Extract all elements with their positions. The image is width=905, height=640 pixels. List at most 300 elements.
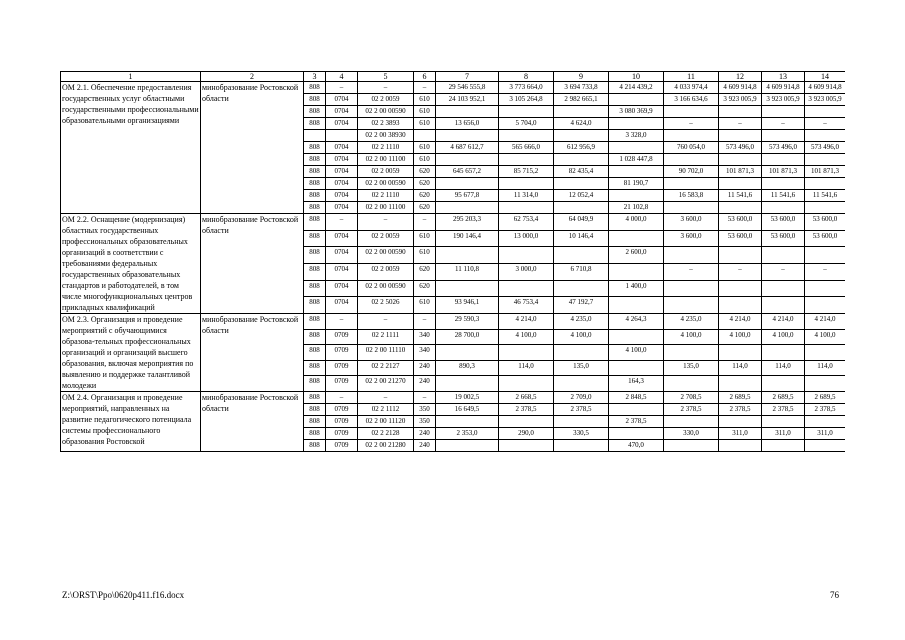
table-cell [499, 280, 554, 297]
table-cell [719, 178, 762, 190]
table-cell: 0704 [326, 247, 358, 264]
table-cell: 2 378,5 [499, 404, 554, 416]
table-cell: 2 600,0 [609, 247, 664, 264]
table-cell [805, 130, 846, 142]
table-cell: 0704 [326, 154, 358, 166]
column-number-3: 3 [304, 72, 326, 82]
table-cell: 53 600,0 [805, 214, 846, 231]
table-cell: 620 [414, 202, 436, 214]
table-cell: 64 049,9 [554, 214, 609, 231]
table-cell [554, 247, 609, 264]
executor: минобразование Ростовской области [201, 392, 304, 452]
table-cell: 4 100,0 [805, 329, 846, 345]
table-cell: 0704 [326, 263, 358, 280]
table-cell: 573 496,0 [762, 142, 805, 154]
table-cell: 16 649,5 [436, 404, 499, 416]
table-cell: 4 214,0 [499, 314, 554, 330]
table-cell: 808 [304, 392, 326, 404]
column-number-12: 12 [719, 72, 762, 82]
table-cell: 4 235,0 [554, 314, 609, 330]
table-cell [499, 416, 554, 428]
table-cell: 11 541,6 [719, 190, 762, 202]
table-cell: 2 708,5 [664, 392, 719, 404]
table-cell: 53 600,0 [762, 230, 805, 247]
table-cell: 4 609 914,8 [762, 82, 805, 94]
table-cell [664, 440, 719, 452]
table-cell: 808 [304, 404, 326, 416]
table-cell: 470,0 [609, 440, 664, 452]
table-cell: – [762, 263, 805, 280]
table-cell: 3 923 005,9 [719, 94, 762, 106]
table-cell: 02 2 00 00590 [358, 280, 414, 297]
table-cell: 164,3 [609, 376, 664, 392]
table-cell: 02 2 5026 [358, 297, 414, 314]
table-cell [664, 416, 719, 428]
table-cell [326, 130, 358, 142]
table-cell [719, 440, 762, 452]
table-cell: 53 600,0 [719, 214, 762, 231]
table-cell [805, 416, 846, 428]
table-cell [719, 202, 762, 214]
table-cell: 02 2 00 21270 [358, 376, 414, 392]
table-cell: 02 2 3893 [358, 118, 414, 130]
table-cell [805, 178, 846, 190]
table-cell [609, 230, 664, 247]
table-cell: 610 [414, 106, 436, 118]
table-cell: 573 496,0 [805, 142, 846, 154]
page-number: 76 [830, 590, 839, 600]
table-row [61, 314, 846, 330]
table-cell [436, 440, 499, 452]
table-cell: 101 871,3 [719, 166, 762, 178]
table-cell: 808 [304, 314, 326, 330]
table-cell: 02 2 00 21280 [358, 440, 414, 452]
executor: минобразование Ростовской области [201, 314, 304, 392]
table-cell: 808 [304, 376, 326, 392]
table-cell: 4 235,0 [664, 314, 719, 330]
table-cell: 19 002,5 [436, 392, 499, 404]
table-cell: 645 657,2 [436, 166, 499, 178]
table-cell: 02 2 1111 [358, 329, 414, 345]
table-cell: 808 [304, 190, 326, 202]
table-cell [414, 130, 436, 142]
table-cell: 114,0 [805, 360, 846, 376]
table-cell [554, 416, 609, 428]
table-cell [609, 190, 664, 202]
table-cell: 4 609 914,8 [719, 82, 762, 94]
table-cell: 330,0 [664, 428, 719, 440]
table-cell: 311,0 [719, 428, 762, 440]
table-cell: 3 600,0 [664, 230, 719, 247]
table-cell [664, 247, 719, 264]
table-cell: 0704 [326, 190, 358, 202]
table-cell: 16 583,8 [664, 190, 719, 202]
table-cell: 340 [414, 345, 436, 361]
table-cell: 114,0 [762, 360, 805, 376]
table-cell: – [805, 263, 846, 280]
table-cell: 02 2 00 11100 [358, 202, 414, 214]
table-cell: 2 353,0 [436, 428, 499, 440]
table-cell: 4 100,0 [499, 329, 554, 345]
table-cell: 0704 [326, 178, 358, 190]
table-cell [436, 376, 499, 392]
table-cell: 808 [304, 142, 326, 154]
table-cell: 02 2 1110 [358, 142, 414, 154]
table-cell: 808 [304, 178, 326, 190]
table-cell: 620 [414, 280, 436, 297]
table-cell: – [326, 314, 358, 330]
table-cell [609, 166, 664, 178]
table-cell: 46 753,4 [499, 297, 554, 314]
table-cell: – [719, 118, 762, 130]
table-cell [609, 360, 664, 376]
table-cell [805, 345, 846, 361]
table-cell: 02 2 1112 [358, 404, 414, 416]
file-path: Z:\ORST\Ppo\0620p411.f16.docx [62, 590, 185, 600]
table-cell: 4 100,0 [762, 329, 805, 345]
column-number-13: 13 [762, 72, 805, 82]
table-cell: 610 [414, 94, 436, 106]
table-cell: 565 666,0 [499, 142, 554, 154]
table-cell: 808 [304, 345, 326, 361]
table-cell: 311,0 [762, 428, 805, 440]
table-cell: 2 378,5 [554, 404, 609, 416]
table-cell [762, 280, 805, 297]
table-cell: 3 694 733,8 [554, 82, 609, 94]
table-cell: – [664, 263, 719, 280]
table-cell: 12 052,4 [554, 190, 609, 202]
table-row [61, 214, 846, 231]
table-cell [719, 247, 762, 264]
table-cell [719, 376, 762, 392]
table-cell: 2 668,5 [499, 392, 554, 404]
table-cell: 620 [414, 166, 436, 178]
table-cell: – [358, 214, 414, 231]
table-cell: 2 378,5 [609, 416, 664, 428]
table-cell [762, 154, 805, 166]
table-cell: 101 871,3 [762, 166, 805, 178]
table-cell: 808 [304, 230, 326, 247]
table-cell: 2 982 665,1 [554, 94, 609, 106]
table-cell [609, 404, 664, 416]
table-cell: 808 [304, 280, 326, 297]
table-cell: 0704 [326, 142, 358, 154]
table-cell: 28 700,0 [436, 329, 499, 345]
table-cell [762, 106, 805, 118]
table-cell: 0709 [326, 345, 358, 361]
table-cell: 340 [414, 329, 436, 345]
table-cell [554, 345, 609, 361]
table-cell [436, 345, 499, 361]
table-cell: 85 715,2 [499, 166, 554, 178]
table-cell [436, 280, 499, 297]
table-cell [436, 154, 499, 166]
table-cell: – [326, 82, 358, 94]
table-cell: 4 214,0 [762, 314, 805, 330]
measure-name: ОМ 2.2. Оснащение (модернизация) областных государственных профессиональных образовательных организаций в соответствии с требованиями федеральных государственных образовательных стандартов и работодателей, в том числе многофункциональных центров прикладных квалификаций [61, 214, 201, 314]
table-cell: – [719, 263, 762, 280]
table-cell [719, 297, 762, 314]
table-cell: 02 2 00 11110 [358, 345, 414, 361]
table-cell [609, 94, 664, 106]
table-cell [719, 154, 762, 166]
table-cell: 240 [414, 376, 436, 392]
table-cell: 02 2 2128 [358, 428, 414, 440]
table-cell [664, 106, 719, 118]
executor: минобразование Ростовской области [201, 82, 304, 214]
table-cell [609, 142, 664, 154]
table-row [61, 392, 846, 404]
column-number-7: 7 [436, 72, 499, 82]
table-cell [609, 118, 664, 130]
table-cell: 330,5 [554, 428, 609, 440]
column-number-6: 6 [414, 72, 436, 82]
table-cell [436, 130, 499, 142]
table-cell: 573 496,0 [719, 142, 762, 154]
table-cell [499, 202, 554, 214]
column-number-row [61, 72, 846, 82]
table-cell: 808 [304, 166, 326, 178]
table-cell: 295 203,3 [436, 214, 499, 231]
table-cell: – [414, 392, 436, 404]
table-cell: 808 [304, 154, 326, 166]
column-number-14: 14 [805, 72, 846, 82]
table-cell [554, 376, 609, 392]
table-cell: 135,0 [554, 360, 609, 376]
measure-name: ОМ 2.3. Организация и проведение мероприятий с обучающимися образова-тельных профессиональных организаций и организаций высшего образования, включая мероприятия по выявлению и поддержке талантливой молодежи [61, 314, 201, 392]
table-cell: 02 2 0059 [358, 263, 414, 280]
table-cell [499, 440, 554, 452]
table-cell: 4 687 612,7 [436, 142, 499, 154]
table-cell: 808 [304, 106, 326, 118]
table-cell: 02 2 00 11100 [358, 154, 414, 166]
table-row [61, 82, 846, 94]
column-number-8: 8 [499, 72, 554, 82]
table-cell [436, 247, 499, 264]
table-cell: 808 [304, 360, 326, 376]
table-cell [554, 202, 609, 214]
table-cell: 610 [414, 142, 436, 154]
table-cell [436, 106, 499, 118]
table-cell: 0704 [326, 280, 358, 297]
table-cell: 4 100,0 [719, 329, 762, 345]
executor: минобразование Ростовской области [201, 214, 304, 314]
table-cell: 3 105 264,8 [499, 94, 554, 106]
table-cell: 808 [304, 263, 326, 280]
table-cell [554, 106, 609, 118]
table-cell: 808 [304, 440, 326, 452]
table-cell [805, 154, 846, 166]
table-cell: 02 2 0059 [358, 166, 414, 178]
table-cell [499, 154, 554, 166]
table-cell: 2 378,5 [762, 404, 805, 416]
table-cell: 135,0 [664, 360, 719, 376]
table-cell: 90 702,0 [664, 166, 719, 178]
table-cell: 808 [304, 214, 326, 231]
table-cell: 4 214 439,2 [609, 82, 664, 94]
table-cell [554, 178, 609, 190]
table-cell [762, 202, 805, 214]
table-cell: 610 [414, 297, 436, 314]
table-cell: 24 103 952,1 [436, 94, 499, 106]
table-cell: 02 2 00 00590 [358, 178, 414, 190]
table-cell [805, 280, 846, 297]
table-cell: 4 624,0 [554, 118, 609, 130]
measure-name: ОМ 2.1. Обеспечение предоставления государственных услуг областными государственными профессиональными образовательными организациями [61, 82, 201, 214]
table-cell: 2 378,5 [805, 404, 846, 416]
table-cell: 93 946,1 [436, 297, 499, 314]
table-cell [719, 130, 762, 142]
table-cell [499, 130, 554, 142]
table-cell: 4 264,3 [609, 314, 664, 330]
table-cell: 2 848,5 [609, 392, 664, 404]
table-cell: 2 378,5 [719, 404, 762, 416]
table-cell [499, 106, 554, 118]
table-cell: 13 000,0 [499, 230, 554, 247]
table-cell [609, 263, 664, 280]
table-cell: 4 033 974,4 [664, 82, 719, 94]
table-cell: 2 689,5 [762, 392, 805, 404]
table-cell [805, 440, 846, 452]
table-cell [762, 130, 805, 142]
table-cell [436, 202, 499, 214]
table-cell: 2 709,0 [554, 392, 609, 404]
table-cell: – [358, 392, 414, 404]
table-cell: 4 100,0 [664, 329, 719, 345]
table-cell: 10 146,4 [554, 230, 609, 247]
table-cell: 02 2 00 38930 [358, 130, 414, 142]
table-cell: 3 600,0 [664, 214, 719, 231]
budget-table-sheet [60, 71, 845, 581]
table-cell: 0709 [326, 376, 358, 392]
table-cell [762, 440, 805, 452]
table-cell: 0704 [326, 118, 358, 130]
table-cell: 610 [414, 154, 436, 166]
table-cell: 0709 [326, 416, 358, 428]
table-cell [719, 416, 762, 428]
table-cell: 620 [414, 190, 436, 202]
table-cell [805, 202, 846, 214]
table-cell: 3 923 005,9 [805, 94, 846, 106]
table-cell: 21 102,8 [609, 202, 664, 214]
table-cell: – [326, 392, 358, 404]
table-cell: 4 100,0 [554, 329, 609, 345]
table-cell [664, 202, 719, 214]
table-cell: 3 080 369,9 [609, 106, 664, 118]
table-cell: 0704 [326, 297, 358, 314]
table-cell [609, 297, 664, 314]
table-cell: 02 2 1110 [358, 190, 414, 202]
column-number-5: 5 [358, 72, 414, 82]
table-cell [304, 130, 326, 142]
table-cell [499, 376, 554, 392]
table-cell: 29 590,3 [436, 314, 499, 330]
table-cell: 808 [304, 118, 326, 130]
table-cell: 240 [414, 428, 436, 440]
table-cell: 290,0 [499, 428, 554, 440]
table-cell [499, 345, 554, 361]
table-cell: 6 710,8 [554, 263, 609, 280]
table-cell: 3 923 005,9 [762, 94, 805, 106]
table-cell: 02 2 00 00590 [358, 106, 414, 118]
table-cell: 4 000,0 [609, 214, 664, 231]
table-cell [719, 106, 762, 118]
column-number-10: 10 [609, 72, 664, 82]
table-cell [554, 154, 609, 166]
table-cell: 0709 [326, 404, 358, 416]
table-cell: 53 600,0 [762, 214, 805, 231]
table-cell: 620 [414, 263, 436, 280]
table-cell [609, 428, 664, 440]
table-cell: 610 [414, 247, 436, 264]
table-cell: 13 656,0 [436, 118, 499, 130]
table-cell: 29 546 555,8 [436, 82, 499, 94]
table-cell [436, 416, 499, 428]
table-cell: 11 110,8 [436, 263, 499, 280]
column-number-11: 11 [664, 72, 719, 82]
table-cell: 0704 [326, 106, 358, 118]
table-cell: 3 000,0 [499, 263, 554, 280]
table-cell [805, 247, 846, 264]
table-cell: 808 [304, 329, 326, 345]
table-cell: 350 [414, 416, 436, 428]
table-cell [554, 280, 609, 297]
table-cell: 190 146,4 [436, 230, 499, 247]
table-cell: 808 [304, 82, 326, 94]
table-cell: 350 [414, 404, 436, 416]
table-cell [719, 280, 762, 297]
table-cell: 02 2 00 11120 [358, 416, 414, 428]
column-number-9: 9 [554, 72, 609, 82]
table-cell [664, 297, 719, 314]
table-cell: 0704 [326, 94, 358, 106]
table-cell [609, 329, 664, 345]
table-cell: 0704 [326, 202, 358, 214]
table-cell: 5 704,0 [499, 118, 554, 130]
table-cell: 3 773 664,0 [499, 82, 554, 94]
table-cell: 1 400,0 [609, 280, 664, 297]
table-cell: 3 166 634,6 [664, 94, 719, 106]
table-cell: 11 314,0 [499, 190, 554, 202]
table-cell [805, 106, 846, 118]
table-cell: 0709 [326, 428, 358, 440]
table-cell: 808 [304, 428, 326, 440]
table-cell: – [762, 118, 805, 130]
table-cell: 4 609 914,8 [805, 82, 846, 94]
table-cell [762, 376, 805, 392]
table-cell [664, 280, 719, 297]
table-cell: 620 [414, 178, 436, 190]
table-cell [664, 178, 719, 190]
table-cell: 4 214,0 [805, 314, 846, 330]
table-cell: 808 [304, 202, 326, 214]
table-cell [499, 178, 554, 190]
budget-table [60, 71, 845, 452]
table-cell: 02 2 0059 [358, 94, 414, 106]
table-cell: 808 [304, 297, 326, 314]
table-cell: 0709 [326, 360, 358, 376]
table-cell [805, 376, 846, 392]
table-cell: 02 2 2127 [358, 360, 414, 376]
table-cell: 53 600,0 [719, 230, 762, 247]
table-cell: – [326, 214, 358, 231]
table-cell: 95 677,8 [436, 190, 499, 202]
table-cell [664, 345, 719, 361]
table-cell: – [805, 118, 846, 130]
table-cell: – [358, 82, 414, 94]
table-cell: – [414, 314, 436, 330]
table-cell: 0709 [326, 329, 358, 345]
